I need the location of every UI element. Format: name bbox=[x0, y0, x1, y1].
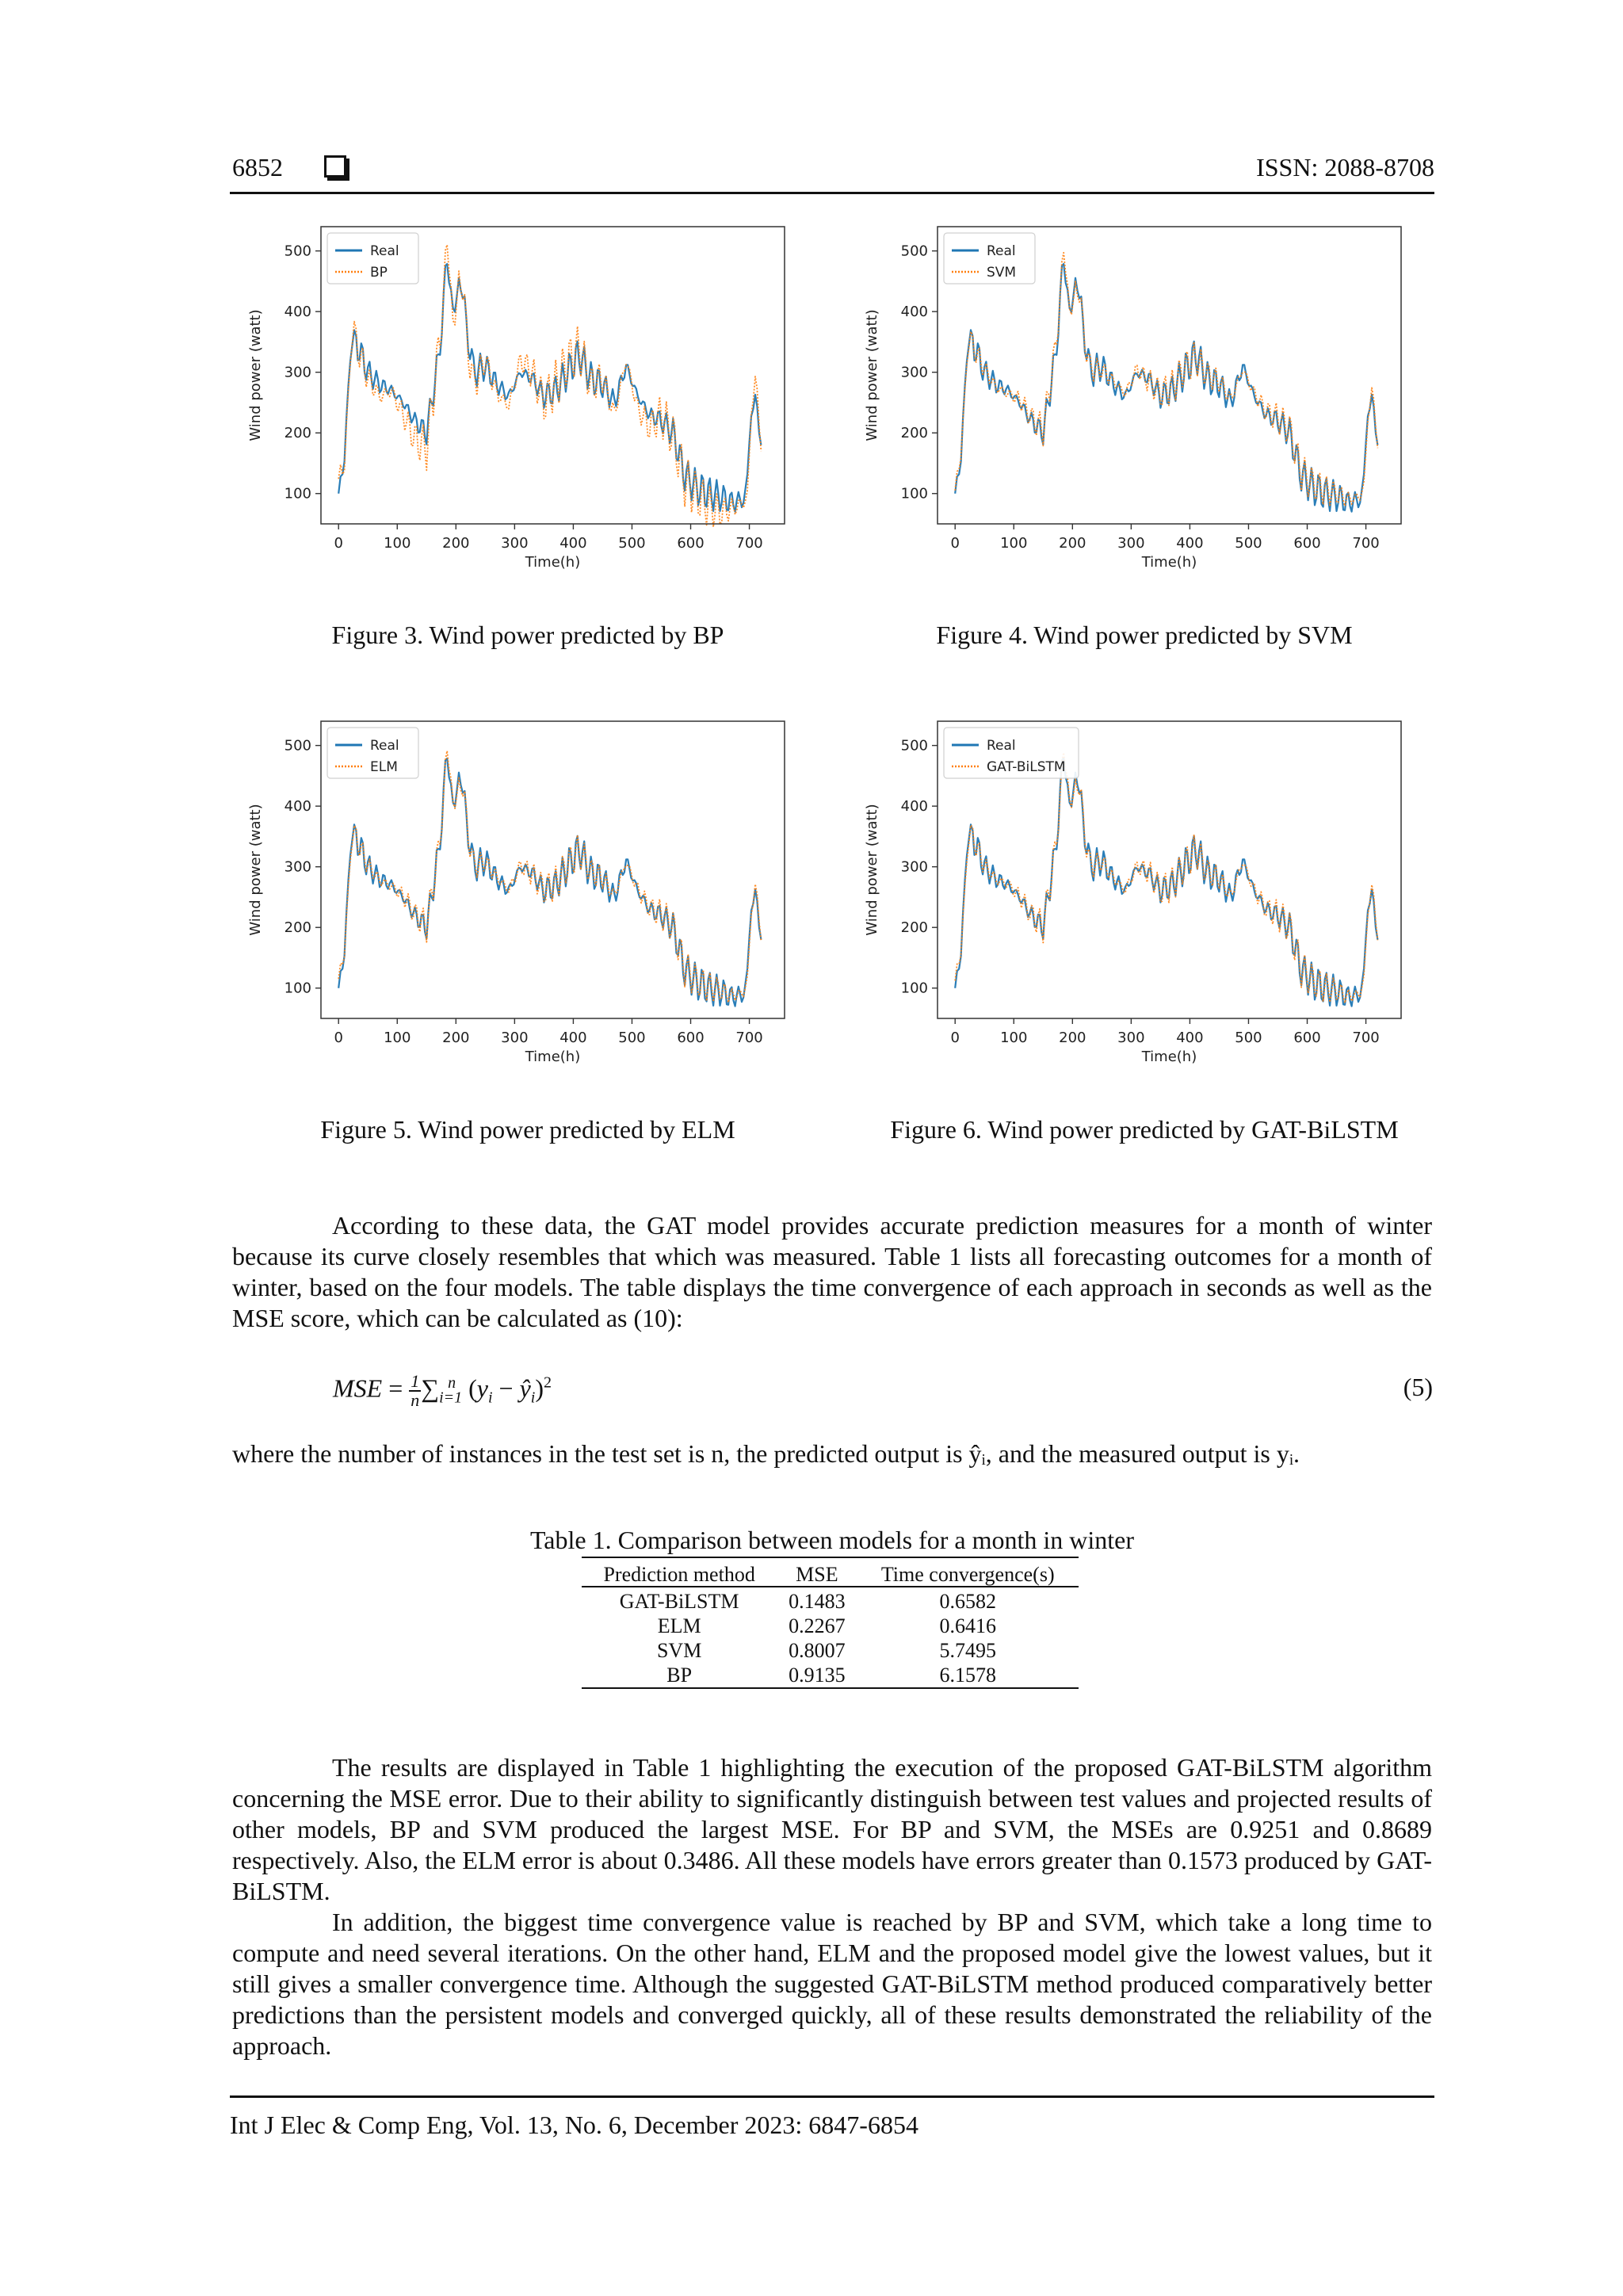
legend bbox=[944, 233, 1035, 284]
y-tick-label: 100 bbox=[284, 980, 311, 997]
table-cell: GAT-BiLSTM bbox=[619, 1590, 739, 1613]
chart-svg bbox=[238, 212, 792, 593]
x-tick-label: 100 bbox=[1000, 1030, 1028, 1046]
header-rule bbox=[230, 192, 1434, 194]
x-tick-label: 100 bbox=[1000, 535, 1028, 552]
table-cell: 0.1483 bbox=[789, 1590, 846, 1613]
paragraph-2: The results are displayed in Table 1 highlighting the execution of the proposed GAT-BiLSTM algorithm concerning the MSE error. Due to their ability to significantly distinguish between test values and projected results of other models, BP and SVM produced the largest MSE. For BP and SVM, the MSEs are 0.9251 and 0.8689 respectively. Also, the ELM error is about 0.3486. All these models have errors greater than 0.1573 produced by GAT-BiLSTM. bbox=[232, 1753, 1432, 1905]
legend-label: Real bbox=[987, 738, 1016, 754]
y-tick-label: 400 bbox=[900, 304, 928, 321]
x-tick-label: 500 bbox=[1235, 1030, 1262, 1046]
x-tick-label: 200 bbox=[442, 535, 470, 552]
paragraph-1: According to these data, the GAT model provides accurate prediction measures for a month of winter because its curve closely resembles that which was measured. Table 1 lists all forecasting outcomes for a month of winter, based on the four models. The table displays the time convergence of each approach in seconds as well as the MSE score, which can be calculated as (10): bbox=[232, 1211, 1432, 1332]
x-tick-label: 200 bbox=[442, 1030, 470, 1046]
x-tick-label: 0 bbox=[334, 1030, 343, 1046]
figure-3-chart bbox=[238, 212, 792, 593]
y-tick-label: 400 bbox=[284, 798, 311, 816]
x-tick-label: 400 bbox=[559, 1030, 587, 1046]
table-cell: 0.8007 bbox=[789, 1639, 846, 1662]
y-tick-label: 200 bbox=[900, 919, 928, 937]
where-line: where the number of instances in the test set is n, the predicted output is ŷᵢ, and the measured output is yᵢ. bbox=[232, 1439, 1300, 1468]
legend-label: GAT-BiLSTM bbox=[987, 759, 1066, 775]
table-cell: SVM bbox=[656, 1639, 702, 1662]
table-header: Time convergence(s) bbox=[857, 1563, 1079, 1587]
x-tick-label: 500 bbox=[618, 1030, 646, 1046]
y-tick-label: 200 bbox=[284, 425, 311, 442]
y-tick-label: 300 bbox=[284, 858, 311, 876]
checkbox-glyph-icon bbox=[324, 155, 346, 178]
table-cell: ELM bbox=[657, 1614, 701, 1637]
series-line-real bbox=[338, 758, 761, 1007]
x-tick-label: 200 bbox=[1059, 535, 1086, 552]
x-tick-label: 0 bbox=[334, 535, 343, 552]
figure-4-chart bbox=[854, 212, 1409, 593]
x-tick-label: 300 bbox=[501, 535, 529, 552]
figure-3-caption: Figure 3. Wind power predicted by BP bbox=[331, 621, 724, 649]
legend-label: SVM bbox=[987, 265, 1017, 281]
x-tick-label: 0 bbox=[950, 535, 960, 552]
y-tick-label: 500 bbox=[900, 737, 928, 755]
comparison-table bbox=[582, 1563, 1079, 1689]
x-tick-label: 100 bbox=[384, 1030, 411, 1046]
y-tick-label: 100 bbox=[900, 485, 928, 502]
x-tick-label: 600 bbox=[677, 535, 705, 552]
x-tick-label: 500 bbox=[618, 535, 646, 552]
y-tick-label: 100 bbox=[900, 980, 928, 997]
series-line-real bbox=[955, 264, 1377, 512]
table-header-row bbox=[582, 1563, 1079, 1587]
chart-svg bbox=[854, 212, 1409, 593]
page-number: 6852 bbox=[232, 153, 346, 182]
table-row bbox=[582, 1614, 1079, 1638]
series-line-elm bbox=[338, 751, 761, 1002]
figure-6-chart bbox=[854, 707, 1409, 1087]
y-tick-label: 100 bbox=[284, 485, 311, 502]
legend-label: Real bbox=[370, 738, 399, 754]
table-cell: 0.9135 bbox=[777, 1663, 857, 1688]
y-tick-label: 500 bbox=[900, 243, 928, 260]
equation-number: (5) bbox=[1403, 1373, 1433, 1401]
table-row bbox=[582, 1663, 1079, 1688]
x-axis-label: Time(h) bbox=[1141, 554, 1197, 571]
y-tick-label: 500 bbox=[284, 243, 311, 260]
x-tick-label: 700 bbox=[1352, 1030, 1380, 1046]
figure-5-caption: Figure 5. Wind power predicted by ELM bbox=[320, 1115, 735, 1144]
figure-4-caption: Figure 4. Wind power predicted by SVM bbox=[936, 621, 1353, 649]
table-cell: 0.2267 bbox=[789, 1614, 846, 1637]
footer-rule bbox=[230, 2095, 1434, 2098]
y-tick-label: 400 bbox=[900, 798, 928, 816]
y-axis-label: Wind power (watt) bbox=[864, 804, 880, 936]
x-tick-label: 400 bbox=[1176, 535, 1204, 552]
x-tick-label: 300 bbox=[1117, 535, 1145, 552]
x-axis-label: Time(h) bbox=[525, 1049, 581, 1065]
x-axis-label: Time(h) bbox=[1141, 1049, 1197, 1065]
series-line-real bbox=[338, 264, 761, 512]
table-cell: 6.1578 bbox=[857, 1663, 1079, 1688]
y-tick-label: 400 bbox=[284, 304, 311, 321]
table-header: MSE bbox=[777, 1563, 857, 1587]
table-header: Prediction method bbox=[582, 1563, 777, 1587]
issn: ISSN: 2088-8708 bbox=[1256, 153, 1434, 181]
y-axis-label: Wind power (watt) bbox=[247, 804, 264, 936]
chart-svg bbox=[854, 707, 1409, 1087]
figure-6-caption: Figure 6. Wind power predicted by GAT-BiLSTM bbox=[890, 1115, 1399, 1144]
table-top-rule bbox=[582, 1557, 1079, 1558]
legend-label: BP bbox=[370, 265, 388, 281]
x-tick-label: 200 bbox=[1059, 1030, 1086, 1046]
table-cell: 5.7495 bbox=[939, 1639, 996, 1662]
x-tick-label: 700 bbox=[735, 1030, 763, 1046]
chart-svg bbox=[238, 707, 792, 1087]
paragraph-3: In addition, the biggest time convergence value is reached by BP and SVM, which take a long time to compute and need several iterations. On the other hand, ELM and the proposed model give the lowest values, but it still gives a smaller convergence time. Although the suggested GAT-BiLSTM method produced comparatively better predictions than the persistent models and converged quickly, all of these results demonstrated the reliability of the approach. bbox=[232, 1908, 1432, 2060]
x-tick-label: 600 bbox=[1293, 1030, 1321, 1046]
y-tick-label: 200 bbox=[900, 425, 928, 442]
y-tick-label: 200 bbox=[284, 919, 311, 937]
table-caption: Table 1. Comparison between models for a month in winter bbox=[529, 1526, 1135, 1554]
legend bbox=[327, 233, 418, 284]
legend bbox=[944, 728, 1079, 778]
x-axis-label: Time(h) bbox=[525, 554, 581, 571]
x-tick-label: 400 bbox=[1176, 1030, 1204, 1046]
x-tick-label: 500 bbox=[1235, 535, 1262, 552]
x-tick-label: 700 bbox=[735, 535, 763, 552]
legend bbox=[327, 728, 418, 778]
x-tick-label: 0 bbox=[950, 1030, 960, 1046]
table-cell: 0.6582 bbox=[939, 1590, 996, 1613]
legend-label: Real bbox=[370, 243, 399, 259]
legend-label: ELM bbox=[370, 759, 398, 775]
x-tick-label: 400 bbox=[559, 535, 587, 552]
table-row bbox=[582, 1638, 1079, 1663]
y-tick-label: 300 bbox=[900, 858, 928, 876]
x-tick-label: 100 bbox=[384, 535, 411, 552]
x-tick-label: 300 bbox=[1117, 1030, 1145, 1046]
table-cell: BP bbox=[582, 1663, 777, 1688]
x-tick-label: 600 bbox=[1293, 535, 1321, 552]
y-tick-label: 500 bbox=[284, 737, 311, 755]
series-line-gat-bilstm bbox=[955, 753, 1377, 1003]
y-tick-label: 300 bbox=[900, 364, 928, 381]
series-line-svm bbox=[955, 253, 1377, 506]
y-axis-label: Wind power (watt) bbox=[247, 309, 264, 441]
x-tick-label: 700 bbox=[1352, 535, 1380, 552]
y-tick-label: 300 bbox=[284, 364, 311, 381]
footer-citation: Int J Elec & Comp Eng, Vol. 13, No. 6, December 2023: 6847-6854 bbox=[230, 2111, 918, 2139]
mse-equation: MSE = 1 $n\sum_{i=1}^n$ ($y_i$ − $ŷ_i)^2$ bbox=[333, 1371, 552, 1410]
x-tick-label: 300 bbox=[501, 1030, 529, 1046]
table-cell: 0.6416 bbox=[939, 1614, 996, 1637]
x-tick-label: 600 bbox=[677, 1030, 705, 1046]
table-row bbox=[582, 1587, 1079, 1614]
y-axis-label: Wind power (watt) bbox=[864, 309, 880, 441]
figure-5-chart bbox=[238, 707, 792, 1087]
legend-label: Real bbox=[987, 243, 1016, 259]
